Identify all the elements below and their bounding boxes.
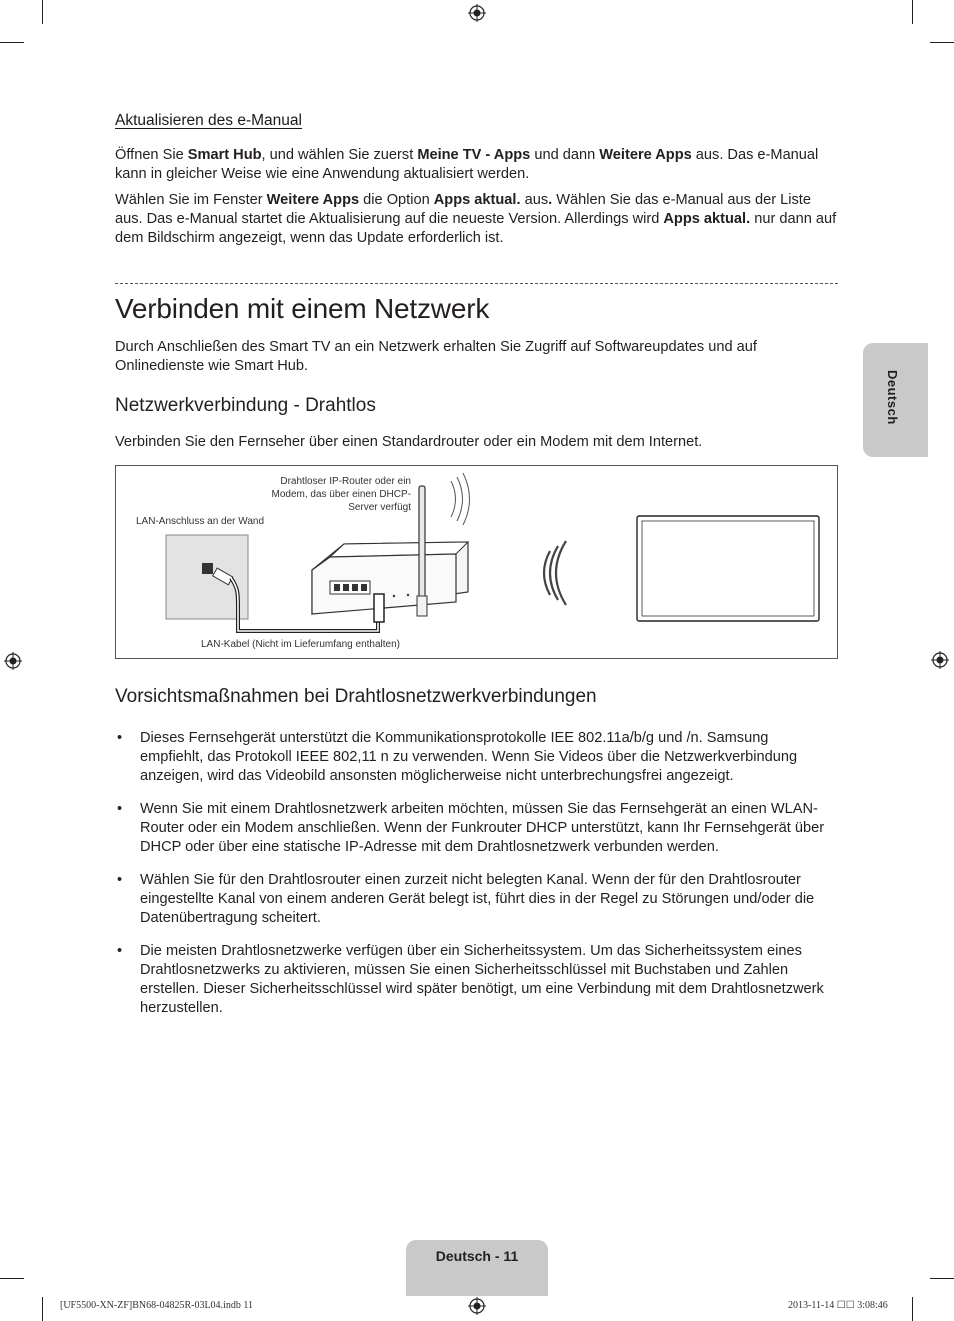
print-info-file: [UF5500-XN-ZF]BN68-04825R-03L04.indb 11 bbox=[60, 1300, 253, 1311]
section-divider bbox=[115, 283, 838, 284]
network-intro: Durch Anschließen des Smart TV an ein Netzwerk erhalten Sie Zugriff auf Softwareupdates und auf Onlinedienste wie Smart Hub. bbox=[115, 339, 757, 374]
crop-mark bbox=[0, 42, 24, 43]
crop-mark bbox=[42, 1297, 43, 1321]
registration-mark-icon bbox=[468, 1297, 486, 1315]
wall-outlet-icon bbox=[166, 535, 248, 619]
page-number: Deutsch - 11 bbox=[435, 1248, 519, 1264]
language-side-label: Deutsch bbox=[885, 370, 900, 425]
crop-mark bbox=[912, 0, 913, 24]
list-item: • Dieses Fernsehgerät unterstützt die Kommunikationsprotokolle IEE 802.11a/b/g und /n. Samsung empfiehlt, das Protokoll IEEE 802,11 n zu verwenden. Wenn Sie Videos über die Netzwerkverbindung anzeigen, wird das Videobild ansonsten möglicherweise nicht unterbrechungsfrei angezeigt. bbox=[115, 729, 835, 786]
crop-mark bbox=[0, 1278, 24, 1279]
page-title: Verbinden mit einem Netzwerk bbox=[115, 293, 490, 324]
print-info-timestamp: 2013-11-14 ☐☐ 3:08:46 bbox=[788, 1300, 888, 1311]
tv-icon bbox=[637, 516, 819, 621]
registration-mark-icon bbox=[931, 651, 949, 669]
cable-label: LAN-Kabel (Nicht im Lieferumfang enthalten) bbox=[201, 639, 400, 650]
router-icon bbox=[312, 473, 470, 622]
wireless-intro: Verbinden Sie den Fernseher über einen Standardrouter oder ein Modem mit dem Internet. bbox=[115, 434, 703, 450]
precautions-heading: Vorsichtsmaßnahmen bei Drahtlosnetzwerkverbindungen bbox=[115, 686, 597, 707]
language-side-tab bbox=[863, 343, 928, 457]
registration-mark-icon bbox=[468, 4, 486, 22]
list-item: • Wählen Sie für den Drahtlosrouter einen zurzeit nicht belegten Kanal. Wenn der für den Drahtlosrouter eingestellte Kanal von einem anderen Gerät belegt ist, führt dies in der Regel zu Störungen und/oder die Datenübertragung scheitert. bbox=[115, 871, 835, 928]
crop-mark bbox=[912, 1297, 913, 1321]
list-item: • Die meisten Drahtlosnetzwerke verfügen über ein Sicherheitssystem. Um das Sicherheitssystem eines Drahtlosnetzwerks zu aktivieren, müssen Sie einen Sicherheitsschlüssel mit Buchstaben und Zahlen erstellen. Dieser Sicherheitsschlüssel wird später benötigt, um eine Verbindung mit dem Drahtlosnetzwerk herzustellen. bbox=[115, 942, 835, 1018]
list-item: • Wenn Sie mit einem Drahtlosnetzwerk arbeiten möchten, müssen Sie das Fernsehgerät an einen WLAN-Router oder ein Modem anschließen. Wenn der Funkrouter DHCP unterstützt, kann Ihr Fernsehgerät über DHCP oder über eine statische IP-Adresse mit dem Drahtlosnetzwerk verbunden werden. bbox=[115, 800, 835, 857]
crop-mark bbox=[930, 1278, 954, 1279]
wireless-heading: Netzwerkverbindung - Drahtlos bbox=[115, 395, 376, 416]
diagram-drawing bbox=[116, 466, 837, 658]
crop-mark bbox=[42, 0, 43, 24]
network-diagram bbox=[115, 465, 838, 659]
router-label: Drahtloser IP-Router oder ein Modem, das über einen DHCP- Server verfügt bbox=[271, 476, 411, 513]
precautions-list bbox=[115, 729, 835, 1032]
registration-mark-icon bbox=[4, 652, 22, 670]
crop-mark bbox=[930, 42, 954, 43]
wall-port-label: LAN-Anschluss an der Wand bbox=[136, 516, 265, 527]
update-paragraph-2: Wählen Sie im Fenster Weitere Apps die Option Apps aktual. aus. Wählen Sie das e-Manual aus der Liste aus. Das e-Manual startet die Aktualisierung auf die neueste Version. Allerdings wird Apps aktual. nur dann auf dem Bildschirm angezeigt, wenn das Update erforderlich ist. bbox=[115, 192, 837, 246]
page-number-tab bbox=[406, 1240, 548, 1296]
update-paragraph-1: Öffnen Sie Smart Hub, und wählen Sie zuerst Meine TV - Apps und dann Weitere Apps aus. Das e-Manual kann in gleicher Weise wie eine Anwendung aktualisiert werden. bbox=[115, 147, 819, 182]
wireless-signal-icon bbox=[544, 541, 566, 605]
section-title-update: Aktualisieren des e-Manual bbox=[115, 112, 302, 129]
